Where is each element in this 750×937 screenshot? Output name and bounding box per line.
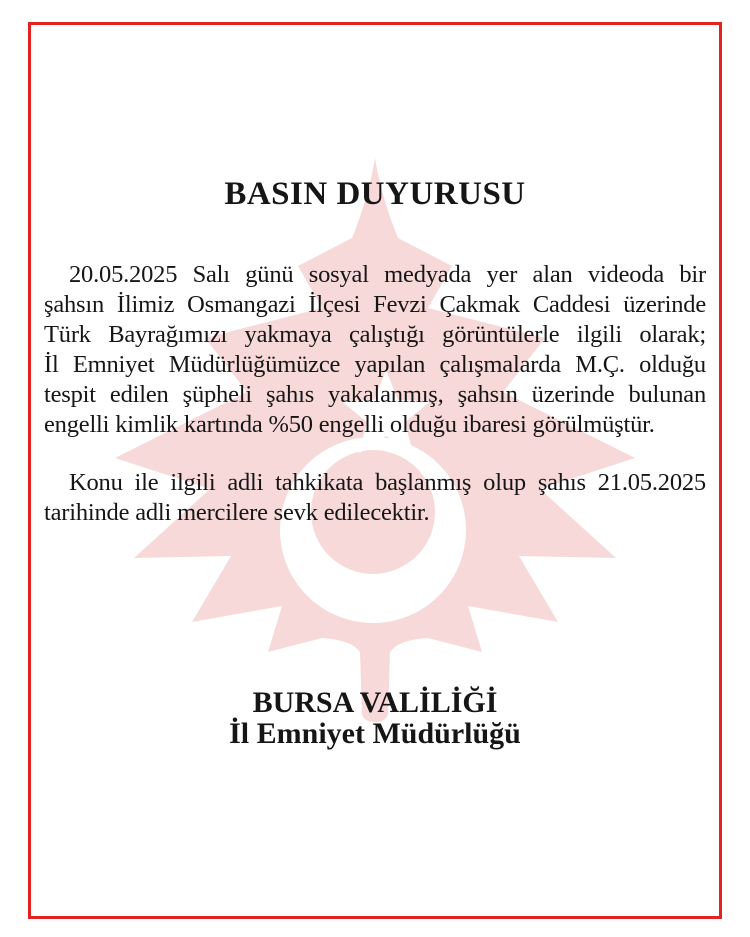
body-line: İl Emniyet Müdürlüğümüzce yapılan çalışmalarda M.Ç. olduğu [44,351,706,378]
body-line: tarihinde adli mercilere sevk edilecektir. [44,499,430,526]
body-line: engelli kimlik kartında %50 engelli olduğu ibaresi görülmüştür. [44,411,655,438]
body-line: şahsın İlimiz Osmangazi İlçesi Fevzi Çakmak Caddesi üzerinde [44,291,706,318]
signature-authority: BURSA VALİLİĞİ [252,686,498,719]
paragraph [44,260,706,440]
signature-block [0,687,750,749]
body-text [44,260,706,528]
signature-department: İl Emniyet Müdürlüğü [229,717,521,750]
body-line: Türk Bayrağımızı yakmaya çalıştığı görüntülerle ilgili olarak; [44,321,706,348]
page-title: BASIN DUYURUSU [224,176,526,212]
body-line: Konu ile ilgili adli tahkikata başlanmış olup şahıs 21.05.2025 [69,469,706,496]
body-line: tespit edilen şüpheli şahıs yakalanmış, şahsın üzerinde bulunan [44,381,706,408]
paragraph [44,468,706,528]
body-line: 20.05.2025 Salı günü sosyal medyada yer alan videoda bir [69,261,706,288]
